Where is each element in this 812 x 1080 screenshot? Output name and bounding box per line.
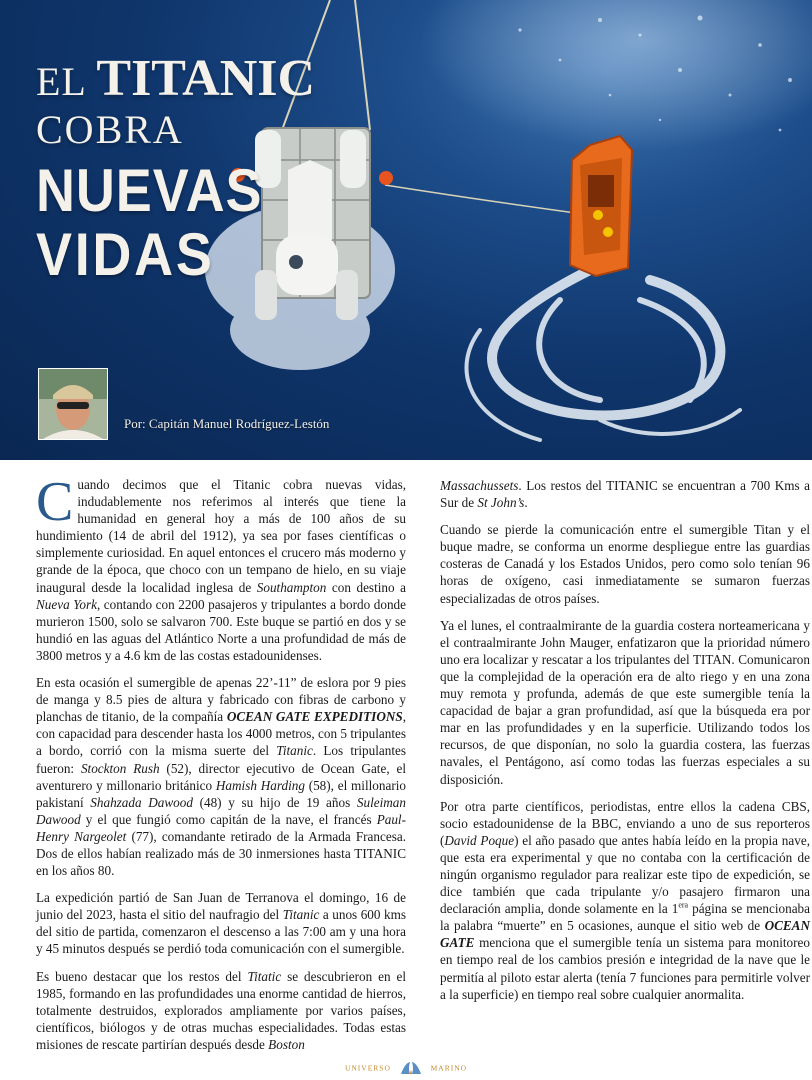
p2-text-b: , con capacidad para descender hasta los 4000 metros, con 5 tripulantes a bordo, corrió con la misma suerte del [36,709,406,759]
paragraph-7: Ya el lunes, el contraalmirante de la guardia costera norteamericana y el contraalmirante John Mauger, enfatizaron que la prioridad número uno era localizar y rescatar a los tripulantes del TITAN. Comunicaron que la complejidad de la operación era de alto riego y en una zona muy remota y profunda, además de que este sumergible tenía la capacidad de bajar a gran profundidad, así que la búsqueda era por mar en las profundidades y en la superficie. Utilizando todos los recursos, de que disponían, no solo la guardia costera, las fuerzas navales, el Pentágono, así como todas las fuerzas especiales a su disposición. [440,617,810,787]
p2-text-f: (48) y su hijo de 19 años [192,794,357,810]
p8-text-b: ) el año pasado que antes había leído en la propia nave, que esta era experimental y que no contaba con la certificación de ningún organismo regulador para realizar este tipo de expedición, se dice también que cada tripulante y/o pasajero firmaron una declaración amplia, donde solamente en la 1 [440,832,810,917]
p2-text-d: (52), director ejecutivo de Ocean Gate, el aventurero y millonario británico [36,760,406,793]
paragraph-3 [36,889,406,957]
p3-text-a: La expedición partió de San Juan de Terranova el domingo, 16 de junio del 2023, hasta el sitio del naufragio del [36,890,406,923]
footer-marino: MARINO [430,1063,468,1073]
p2-rush: Stockton Rush [80,760,160,776]
right-column [440,477,810,1013]
footer [0,1061,812,1080]
p5-stjohns: St John’s [477,495,525,511]
p3-titanic: Titanic [282,907,320,923]
p1-text-a: uando decimos que el Titanic cobra nuevas vidas, indudablemente nos referimos al interés que tiene la humanidad en general hoy a más de 100 años de su hundimiento (14 de abril del 1912), ya sea por fases científicas o simplemente curiosidad. En aquel entonces el crucero más moderno y grande de la época, que choco con un tempano de hielo, en su viaje inaugural desde la localidad inglesa de [36,477,406,595]
p1-newyork: Nueva York [36,596,97,612]
p1-text-b: con destino a [326,579,406,595]
p2-harding: Hamish Harding [215,777,305,793]
p5-massachussets: Massachussets [440,478,519,493]
footer-universo: UNIVERSO [344,1063,391,1073]
p4-boston: Boston [268,1036,305,1052]
title-cobra: COBRA [36,107,184,152]
p8-superscript: era [678,900,689,910]
title-titanic: TITANIC [96,50,316,107]
title-nuevas: NUEVAS [36,157,263,224]
left-column [36,471,407,1063]
p2-text-c: . Los tripulantes fueron: [36,743,406,776]
p8-text-a: Por otra parte científicos, periodistas, entre ellos la cadena CBS, socio estadounidense de la BBC, enviando a uno de sus reporteros ( [440,798,810,848]
p2-text-g: y el que fungió como capitán de la nave, el francés [80,811,377,827]
p3-text-b: a unos 600 kms del sitio de partida, comenzaron el descenso a las 7:00 am y una hora y 45 minutos después se perdió toda comunicación con el sumergible. [36,907,406,957]
author-portrait-illustration [39,369,107,439]
universo-marino-logo-icon [399,1061,423,1075]
p8-poque: David Poque [444,832,515,848]
p2-nargeolet: Paul-Henry Nargeolet [36,811,406,844]
p2-shahzada: Shahzada Dawood [90,794,193,810]
author-photo [38,368,108,440]
p1-southampton: Southampton [256,579,327,595]
p4-titatic: Titatic [247,968,282,984]
byline: Por: Capitán Manuel Rodríguez-Lestón [124,416,330,431]
p2-titanic: Titanic [276,743,313,759]
p4-text-a: Es bueno destacar que los restos del [36,968,248,984]
p5-text-a: . Los restos del TITANIC se encuentran a 700 Kms a Sur de [440,478,810,511]
paragraph-4 [36,968,406,1053]
article-title [36,50,316,288]
p5-text-b: . [524,495,528,511]
title-el: EL [36,59,97,104]
paragraph-5 [440,477,810,511]
p2-company: OCEAN GATE EXPEDITIONS [226,709,403,725]
drop-cap: C [36,471,74,533]
hero-photo [0,0,812,460]
p2-text-h: (77), comandante retirado de la Armada Francesa. Dos de ellos habían realizado más de 30 inmersiones hasta TITANIC en los años 80. [36,828,406,879]
paragraph-6: Cuando se pierde la comunicación entre el sumergible Titan y el buque madre, se conforma un enorme despliegue entre las guardias costeras de Canadá y los Estados Unidos, pero como solo tenían 96 horas de oxígeno, casi inmediatamente se sumaron fuerzas especializadas de otros países. [440,522,810,606]
p8-text-d: menciona que el sumergible tenía un sistema para monitoreo en tiempo real de los cambios presión e integridad de la nave que le permitía al piloto estar alerta (tenía 7 funciones para permitirle volver a la superficie) en tiempo real sobre cualquier anormalita. [440,935,810,1002]
p2-text-e: (58), el millonario pakistaní [36,777,406,810]
title-vidas: VIDAS [36,221,215,288]
p8-oceangate: OCEAN GATE [440,918,810,951]
p2-text-a: En esta ocasión el sumergible de apenas 22’-11” de eslora por 9 pies de manga y 8.5 pies de altura y fabricado con fibras de carbono y planchas de titanio, de la compañía [36,675,406,725]
p2-suleiman: Suleiman Dawood [36,794,406,827]
paragraph-1 [36,471,406,664]
p1-text-c: , contando con 2200 pasajeros y tripulantes a bordo donde murieron 1500, solo se salvaron 700. Este buque se partió en dos y se hundió en las aguas del Atlántico Norte a una profundidad de más de 3800 metros y a 4.6 km de las costas estadounidenses. [36,596,406,663]
paragraph-8 [440,798,810,1003]
p8-text-c: página se mencionaba la palabra “muerte” en 5 ocasiones, aunque el sitio web de [440,901,810,934]
p4-text-b: se descubrieron en el 1985, formando en las profundidades una enorme cantidad de hierros, totalmente destruidos, explorados ampliamente por varios países, científicos, biólogos y de otras muchas especialidades. Todas estas misiones de rescate partirían después desde [36,968,407,1052]
paragraph-2 [36,674,406,879]
